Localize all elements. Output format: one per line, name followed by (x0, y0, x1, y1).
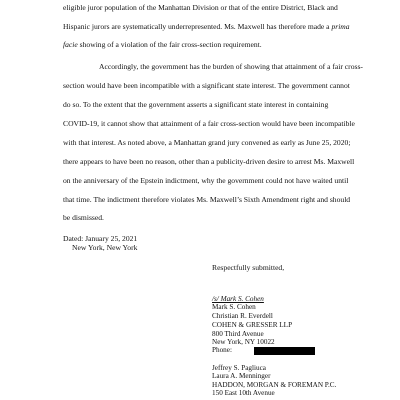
esig-name: /s/ Mark S. Cohen (212, 295, 264, 303)
dated-place: New York, New York (72, 243, 138, 252)
firm-city-1: New York, NY 10022 (212, 338, 275, 346)
signature-rule (264, 295, 298, 303)
firm-address-2: 150 East 10th Avenue (212, 389, 275, 397)
para2-line-1: Accordingly, the government has the burden of showing that attainment of a fair cross- (99, 62, 363, 71)
para2-line-9: be dismissed. (63, 213, 104, 222)
phone-label: Phone: (212, 346, 232, 354)
para1-line-3-text: showing of a violation of the fair cross-section requirement. (77, 40, 262, 49)
firm-name-1: COHEN & GRESSER LLP (212, 321, 293, 329)
para1-line-2 (63, 22, 350, 31)
dated-line: Dated: January 25, 2021 (63, 234, 138, 243)
para2-line-3: do so. To the extent that the government asserts a significant state interest in containing (63, 100, 329, 109)
attorney-name-1: Mark S. Cohen (212, 303, 256, 311)
respectfully-submitted: Respectfully submitted, (212, 263, 285, 272)
para2-line-2: section would have been incompatible with a significant state interest. The government cannot (63, 81, 350, 90)
firm-name-2: HADDON, MORGAN & FOREMAN P.C. (212, 381, 337, 389)
para1-line-1: eligible juror population of the Manhattan Division or that of the entire District, Black and (63, 3, 338, 12)
attorney-name-2: Christian R. Everdell (212, 312, 273, 320)
para2-line-7: on the anniversary of the Epstein indictment, why the government could not have waited until (63, 176, 349, 185)
para2-line-8: that time. The indictment therefore violates Ms. Maxwell’s Sixth Amendment right and should (63, 195, 351, 204)
redaction-bar (254, 347, 315, 355)
para2-line-5: with that interest. As noted above, a Manhattan grand jury convened as early as June 25, 2020; (63, 138, 351, 147)
electronic-signature (212, 295, 298, 303)
para2-line-4: COVID-19, it cannot show that attainment of a fair cross-section would have been incompatible (63, 119, 355, 128)
attorney-name-3: Jeffrey S. Pagliuca (212, 364, 266, 372)
para1-line-2-text: Hispanic jurors are systematically underrepresented. Ms. Maxwell has therefore made a (63, 22, 332, 31)
para1-line-3 (63, 40, 262, 49)
attorney-name-4: Laura A. Menninger (212, 372, 271, 380)
para1-italic-facie: facie (63, 40, 78, 49)
firm-address-1: 800 Third Avenue (212, 330, 264, 338)
para2-line-6: there appears to have been no reason, other than a publicity-driven desire to arrest Ms. Maxwell (63, 157, 355, 166)
para1-italic-prima: prima (331, 22, 350, 31)
